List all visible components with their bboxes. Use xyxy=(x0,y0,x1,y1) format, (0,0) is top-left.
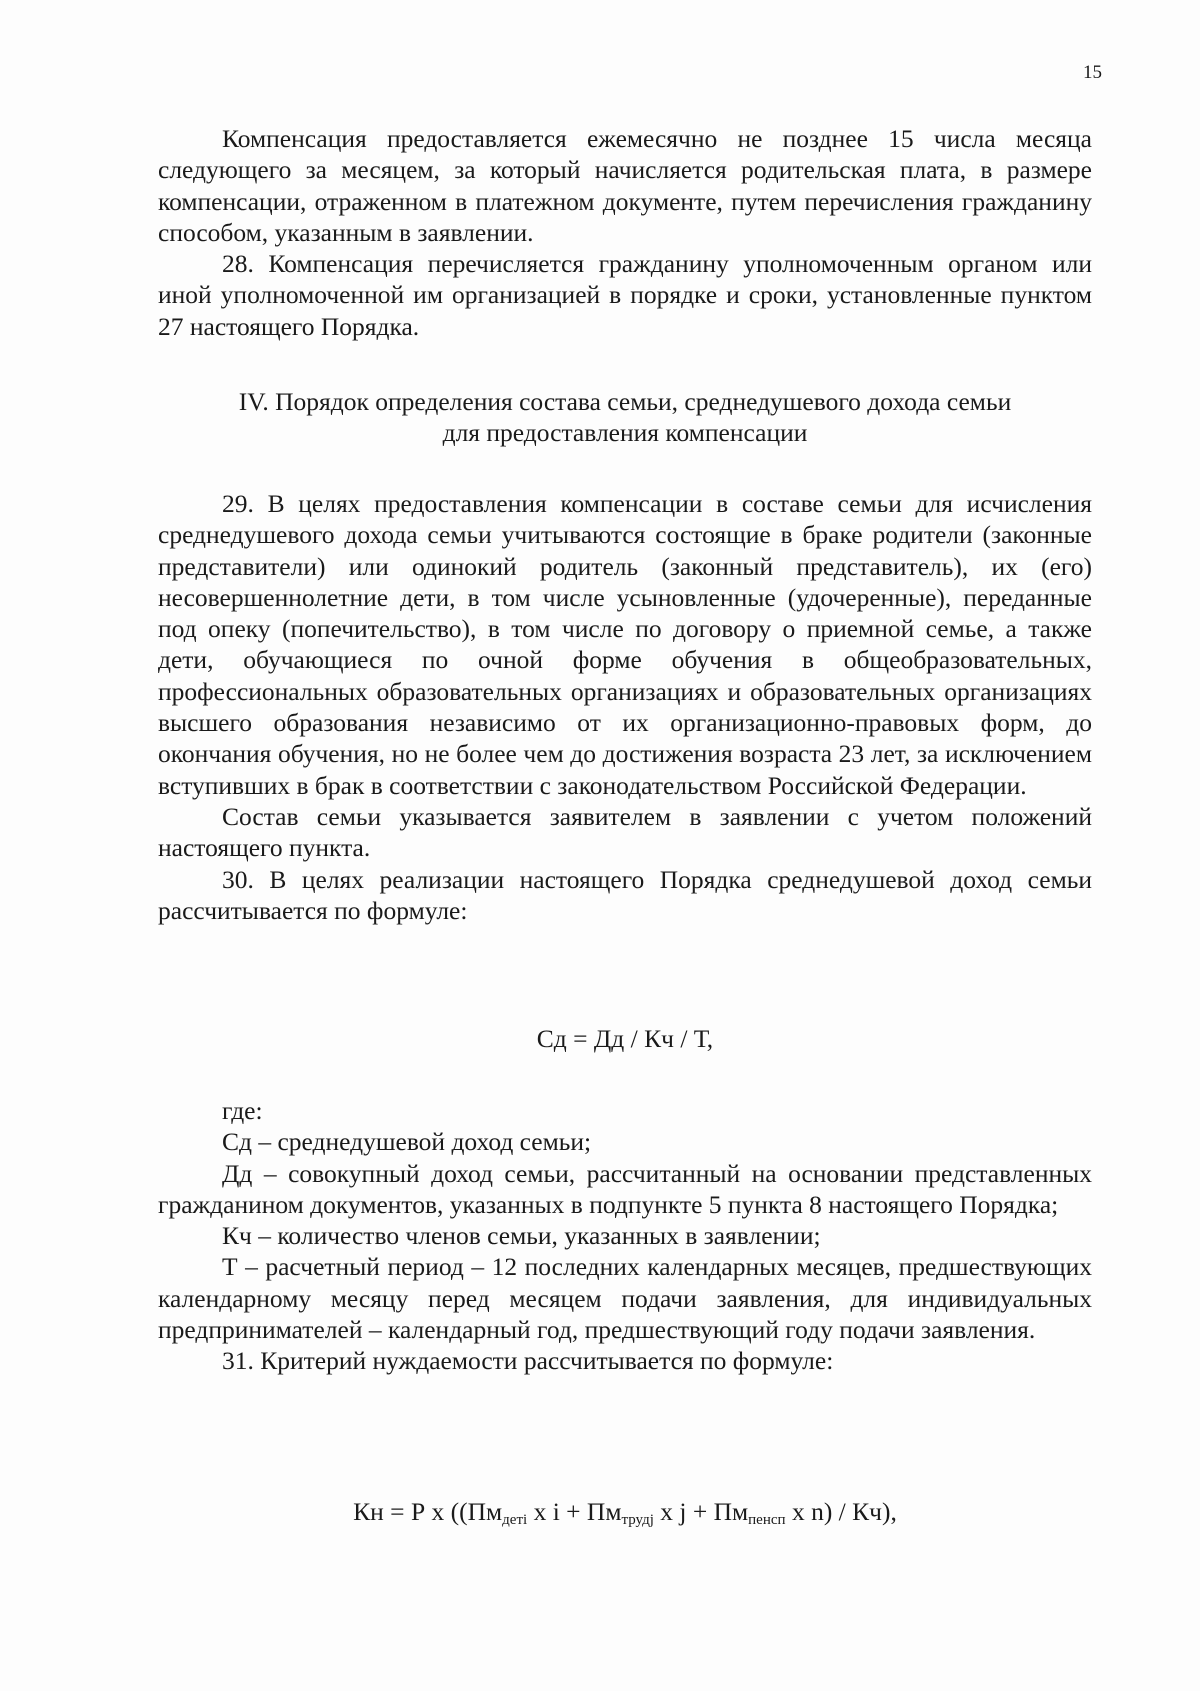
paragraph-30: 30. В целях реализации настоящего Порядка среднедушевой доход семьи рассчитывается по формуле: xyxy=(158,864,1092,925)
formula2-sub-working: трудj xyxy=(621,1512,654,1528)
definition-sd: Сд – среднедушевой доход семьи; xyxy=(222,1127,592,1157)
paragraph-compensation-monthly: Компенсация предоставляется ежемесячно не позднее 15 числа месяца следующего за месяцем, за который начисляется родительская плата, в размере компенсации, отраженном в платежном документе, путем перечисления гражданину способом, указанным в заявлении. xyxy=(158,124,1092,247)
top-text-block xyxy=(158,123,1092,342)
page-number: 15 xyxy=(1083,62,1102,83)
definition-dd: Дд – совокупный доход семьи, рассчитанный на основании представленных гражданином документов, указанных в подпункте 5 пункта 8 настоящего Порядка; xyxy=(158,1158,1092,1219)
formula2-sub-children: детi xyxy=(502,1512,528,1528)
formula2-part4: х n) / Кч), xyxy=(785,1497,897,1526)
definition-kch: Кч – количество членов семьи, указанных в заявлении; xyxy=(222,1221,821,1251)
definition-where: где: xyxy=(222,1096,263,1125)
paragraph-family-composition: Состав семьи указывается заявителем в заявлении с учетом положений настоящего пункта. xyxy=(158,801,1092,863)
definition-t: Т – расчетный период – 12 последних календарных месяцев, предшествующих календарному месяцу перед месяцем подачи заявления, для индивидуальных предпринимателей – календарный год, предшествующий году подачи заявления. xyxy=(158,1252,1092,1345)
formula-need-criterion xyxy=(158,1497,1092,1529)
formula-definitions xyxy=(158,1095,1092,1377)
section-heading xyxy=(158,386,1092,449)
formula2-prefix: Кн = Р х ((Пм xyxy=(353,1497,503,1526)
section-heading-line2: для предоставления компенсации xyxy=(442,418,808,448)
paragraph-28: 28. Компенсация перечисляется гражданину уполномоченным органом или иной уполномоченной им организацией в порядке и сроки, установленные пунктом 27 настоящего Порядка. xyxy=(158,249,1092,341)
formula2-part3: х j + Пм xyxy=(653,1497,749,1526)
section-heading-line1: IV. Порядок определения состава семьи, среднедушевого дохода семьи xyxy=(238,387,1012,416)
middle-text-block xyxy=(158,488,1092,926)
formula2-sub-pension: пенсп xyxy=(748,1512,786,1528)
formula-average-income: Сд = Дд / Кч / Т, xyxy=(536,1024,714,1053)
paragraph-29: 29. В целях предоставления компенсации в составе семьи для исчисления среднедушевого дохода семьи учитываются состоящие в браке родители (законные представители) или одинокий родитель (законный представитель), их (его) несовершеннолетние дети, в том числе усыновленные (удочеренные), переданные под опеку (попечительство), в том числе по договору о приемной семье, а также дети, обучающиеся по очной форме обучения в общеобразовательных, профессиональных образовательных организациях и образовательных организациях высшего образования независимо от их организационно-правовых форм, до окончания обучения, но не более чем до достижения возраста 23 лет, за исключением вступивших в брак в соответствии с законодательством Российской Федерации. xyxy=(158,489,1092,800)
paragraph-31: 31. Критерий нуждаемости рассчитывается по формуле: xyxy=(222,1346,834,1376)
formula2-part2: х i + Пм xyxy=(527,1497,622,1526)
